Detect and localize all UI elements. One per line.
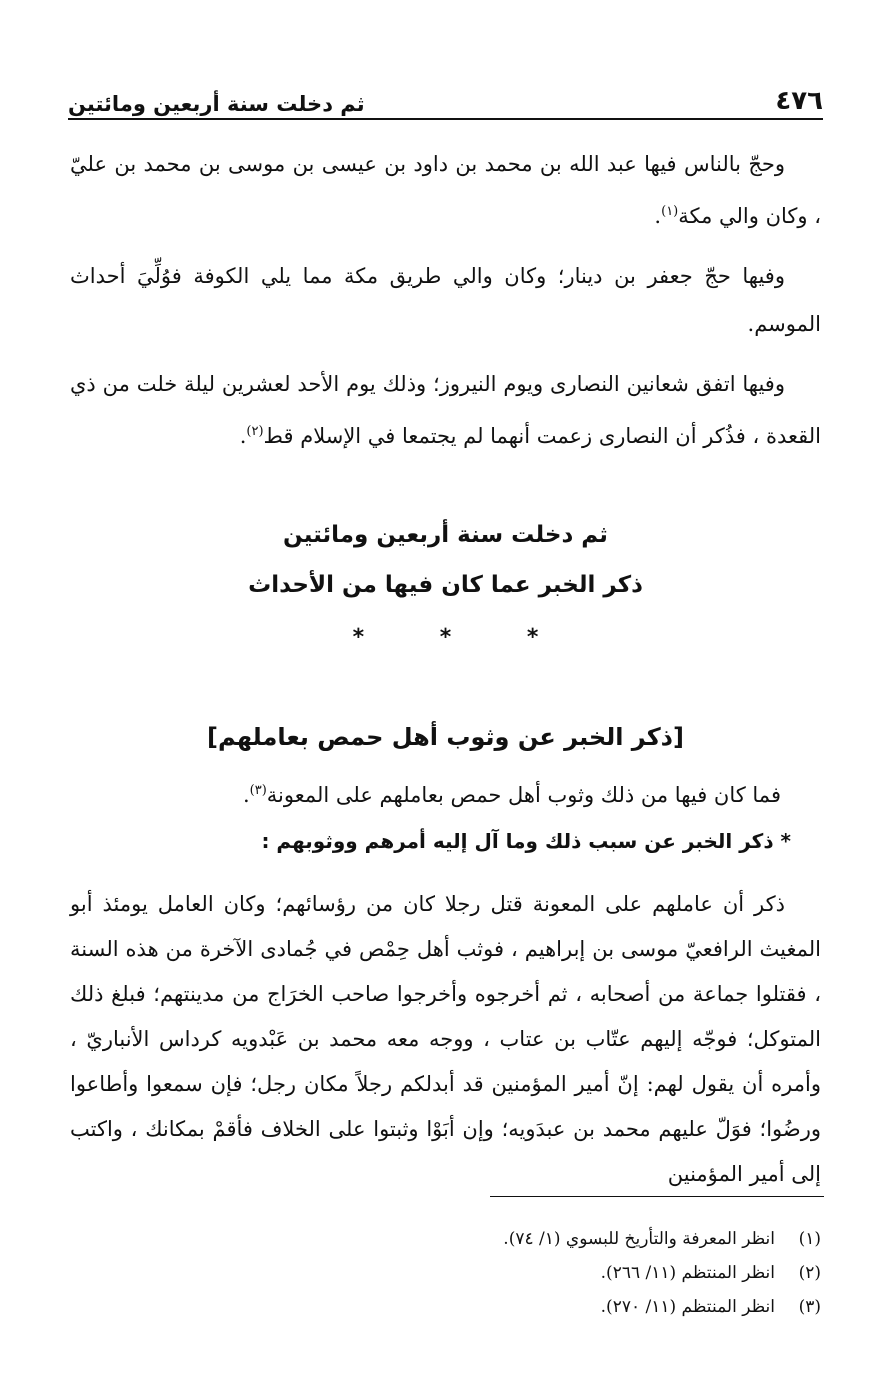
intro-line: فما كان فيها من ذلك وثوب أهل حمص بعاملهم على المعونة$^{(٣)}$. [242, 783, 781, 807]
footnote-number: (٢) [798, 1263, 821, 1283]
top-paragraphs [70, 140, 821, 472]
footnote-text: انظر المنتظم (١١/ ٢٦٦). [600, 1263, 775, 1283]
footnote-ref-1: (١) [661, 204, 679, 219]
footnote-number: (١) [798, 1229, 821, 1249]
footnote [70, 1222, 821, 1256]
footnote [70, 1290, 821, 1324]
footnotes [70, 1222, 821, 1324]
running-title: ثم دخلت سنة أربعين ومائتين [68, 92, 365, 116]
year-heading: ثم دخلت سنة أربعين ومائتين [283, 522, 608, 548]
footnote-text: انظر المعرفة والتأريخ للبسوي (١/ ٧٤). [503, 1229, 775, 1249]
footnote-ref-3: (٣) [249, 783, 267, 798]
paragraph-jafar: وفيها حجّ جعفر بن دينار؛ وكان والي طريق مكة مما يلي الكوفة فوُلِّيَ أحداث الموسم. [70, 264, 821, 336]
footnote [70, 1256, 821, 1290]
paragraph-hajj: وحجّ بالناس فيها عبد الله بن محمد بن داود بن عيسى بن موسى بن محمد بن عليّ ، وكان والي مكة$^{(١)}$. [70, 152, 821, 228]
subheading-line: * ذكر الخبر عن سبب ذلك وما آل إليه أمرهم ووثوبهم : [261, 829, 791, 853]
section-title: [ذكر الخبر عن وثوب أهل حمص بعاملهم] [207, 723, 684, 751]
section-body [70, 882, 821, 1197]
paragraph-homs: ذكر أن عاملهم على المعونة قتل رجلا كان من رؤسائهم؛ وكان العامل يومئذ أبو المغيث الرافعيّ موسى بن إبراهيم ، فوثب أهل حِمْص في جُمادى الآخرة من هذه السنة ، فقتلوا جماعة من أصحابه ، ثم أخرجوه وأخرجوا صاحب الخرَاج من مدينتهم؛ فبلغ ذلك المتوكل؛ فوجّه إليهم عتّاب بن عتاب ، ووجه معه محمد بن عَبْدويه كرداس الأنباريّ ، وأمره أن يقول لهم: إنّ أمير المؤمنين قد أبدلكم رجلاً مكان رجل؛ فإن سمعوا وأطاعوا ورضُوا؛ فوَلّ عليهم محمد بن عبدَويه؛ وإن أبَوْا وثبتوا على الخلاف فأقمْ بمكانك ، واكتب إلى أمير المؤمنين [70, 892, 821, 1186]
footnote-ref-2: (٢) [246, 424, 264, 439]
footnote-text: انظر المنتظم (١١/ ٢٧٠). [600, 1297, 775, 1317]
page-header [68, 72, 823, 116]
footnote-number: (٣) [798, 1297, 821, 1317]
paragraph-nowruz: وفيها اتفق شعانين النصارى ويوم النيروز؛ وذلك يوم الأحد لعشرين ليلة خلت من ذي القعدة ، فذُكر أن النصارى زعمت أنهما لم يجتمعا في الإسلام قط$^{(٢)}$. [70, 372, 821, 448]
year-heading-block [70, 510, 821, 666]
section-ornament: * * * [352, 625, 573, 650]
header-rule [68, 118, 823, 120]
footnote-rule [490, 1196, 824, 1197]
events-heading: ذكر الخبر عما كان فيها من الأحداث [248, 572, 643, 598]
section-intro [70, 768, 821, 872]
page-number: ٤٧٦ [775, 86, 823, 116]
